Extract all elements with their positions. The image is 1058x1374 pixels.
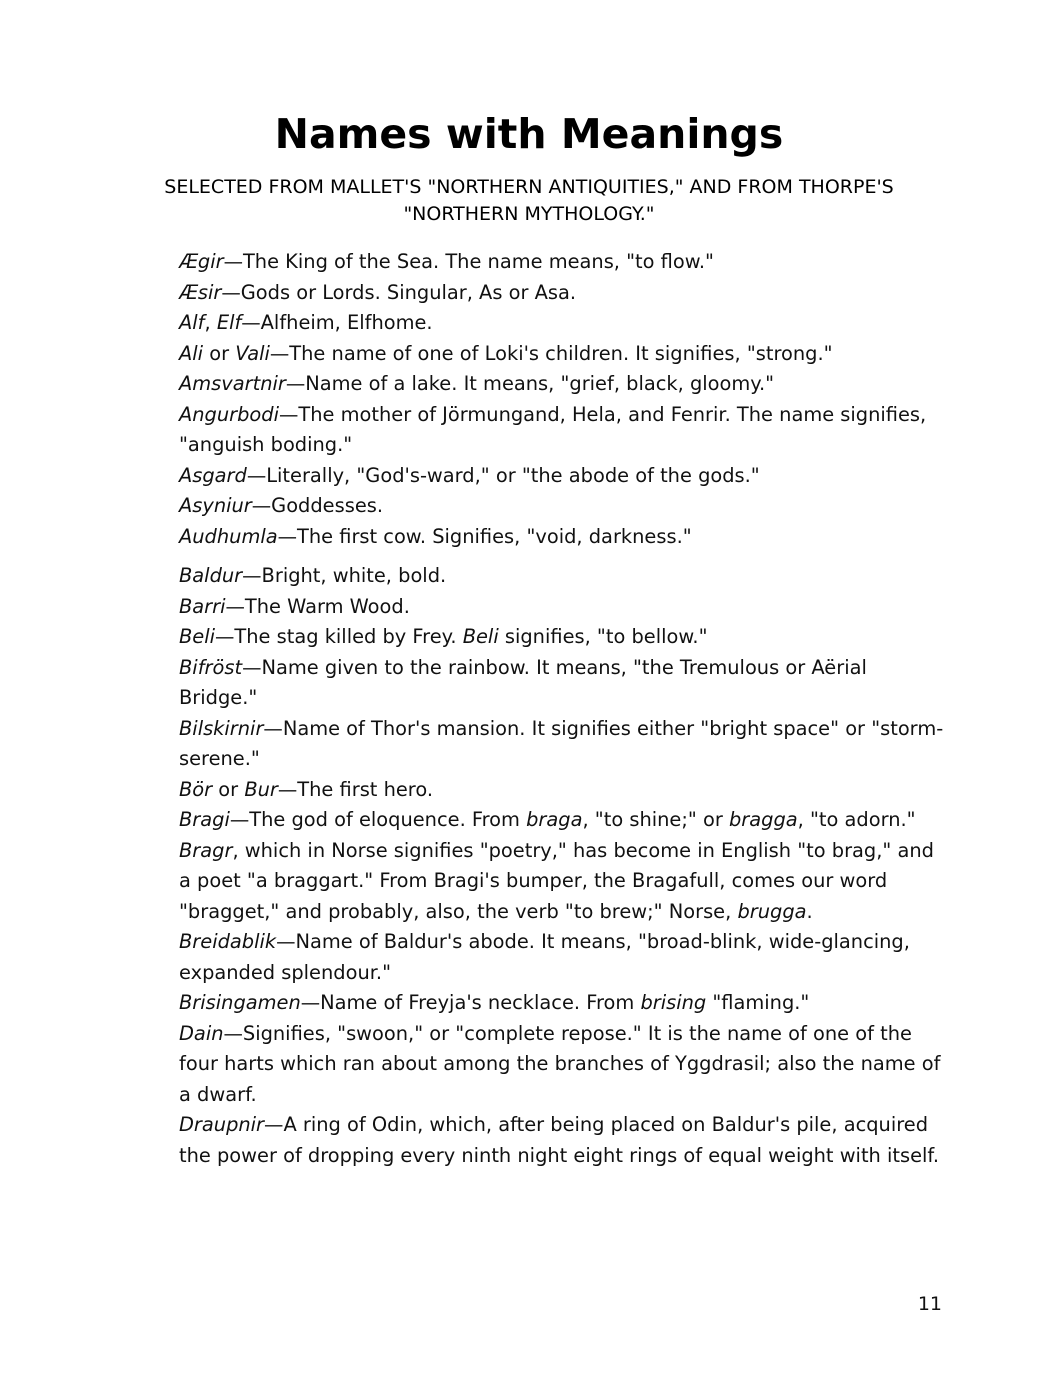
glossary-entry — [179, 805, 944, 927]
term-italic: Beli — [179, 625, 216, 648]
term-italic: Audhumla — [179, 524, 278, 548]
term-italic: Barri — [179, 594, 226, 618]
term-italic: Elf — [216, 311, 242, 334]
term-italic: brising — [640, 991, 707, 1014]
term-italic: Baldur — [179, 564, 243, 587]
definition-text: —The Warm Wood. — [225, 594, 410, 618]
term-italic: brugga — [737, 899, 807, 923]
term-italic: bragga — [728, 808, 798, 831]
glossary-entry — [179, 308, 944, 339]
glossary-entry — [179, 775, 944, 806]
definition-text: —The first hero. — [277, 777, 434, 801]
page-title: Names with Meanings — [274, 110, 784, 158]
term-italic: Ægir — [179, 250, 224, 273]
glossary-entry — [179, 247, 944, 278]
glossary-entry — [179, 927, 944, 988]
term-italic: Bilskirnir — [179, 716, 264, 740]
definition-text: —Goddesses. — [251, 494, 384, 517]
term-italic: Alf — [179, 311, 205, 334]
term-italic: Bragr — [179, 838, 233, 862]
term-italic: Brisingamen — [179, 991, 301, 1014]
glossary-entry — [179, 653, 944, 714]
page-subtitle: SELECTED FROM MALLET'S "NORTHERN ANTIQUITIES," AND FROM THORPE'S "NORTHERN MYTHOLOGY." — [164, 176, 894, 225]
term-italic: Bur — [244, 777, 278, 801]
page-number: 11 — [917, 1293, 942, 1315]
glossary-entry — [179, 400, 944, 461]
term-italic: Vali — [235, 341, 270, 365]
definition-text: —Bright, white, bold. — [242, 564, 447, 587]
term-italic: Bifröst — [179, 655, 243, 679]
definition-text: —Literally, "God's-ward," or "the abode of the gods." — [246, 463, 760, 487]
definition-text: , "to adorn." — [797, 808, 916, 831]
glossary-entry — [179, 714, 944, 775]
glossary-entry — [179, 522, 944, 553]
definition-text: , "to shine;" or — [582, 808, 729, 831]
definition-text: —Gods or Lords. Singular, As or Asa. — [221, 280, 577, 304]
definition-text: —Name of a lake. It means, "grief, black, gloomy." — [285, 372, 775, 395]
definition-text: or — [212, 777, 245, 801]
definition-text: signifies, "to bellow." — [498, 625, 708, 648]
definition-text: , — [204, 311, 217, 334]
term-italic: Ali — [179, 341, 204, 365]
term-italic: Angurbodi — [179, 402, 279, 426]
term-italic: Beli — [462, 625, 499, 648]
definition-text: —The name of one of Loki's children. It signifies, "strong." — [269, 341, 833, 365]
glossary-entry — [179, 561, 944, 592]
term-italic: Draupnir — [179, 1113, 265, 1136]
term-italic: Dain — [179, 1021, 224, 1045]
term-italic: braga — [526, 808, 583, 831]
term-italic: Asyniur — [179, 494, 252, 517]
definition-text: —Name given to the rainbow. It means, "the Tremulous or Aërial Bridge." — [179, 655, 867, 709]
definition-text: or — [203, 341, 236, 365]
term-italic: Asgard — [179, 463, 247, 487]
glossary-entry — [179, 622, 944, 653]
glossary-entry — [179, 278, 944, 309]
glossary-entry — [179, 1019, 944, 1111]
definition-text: —The god of eloquence. From — [229, 808, 527, 831]
definition-text: —The stag killed by Frey. — [215, 625, 463, 648]
glossary-entry — [179, 592, 944, 623]
glossary-entry — [179, 491, 944, 522]
definition-text: —Name of Freyja's necklace. From — [300, 991, 641, 1014]
term-italic: Breidablik — [179, 930, 277, 953]
definition-text: "flaming." — [706, 991, 810, 1014]
definition-text: —A ring of Odin, which, after being placed on Baldur's pile, acquired the power of dropping every ninth night eight rings of equal weight with itself. — [179, 1113, 939, 1167]
glossary-entry — [179, 339, 944, 370]
definition-text: —The first cow. Signifies, "void, darkness." — [277, 524, 692, 548]
definition-text: , which in Norse signifies "poetry," has become in English "to brag," and a poet "a braggart." From Bragi's bumper, the Bragafull, comes our word "bragget," and probably, also, the verb "to brew;" Norse, — [179, 838, 934, 923]
term-italic: Bör — [179, 777, 213, 801]
glossary-entry — [179, 988, 944, 1019]
glossary-entries — [179, 247, 944, 1171]
definition-text: —Name of Thor's mansion. It signifies either "bright space" or "storm-serene." — [179, 716, 944, 770]
term-italic: Amsvartnir — [179, 372, 286, 395]
glossary-entry — [179, 1110, 944, 1171]
glossary-entry — [179, 461, 944, 492]
definition-text: —The mother of Jörmungand, Hela, and Fenrir. The name signifies, "anguish boding." — [179, 402, 927, 456]
definition-text: —Name of Baldur's abode. It means, "broad-blink, wide-glancing, expanded splendour." — [179, 930, 910, 984]
definition-text: —Signifies, "swoon," or "complete repose." It is the name of one of the four harts which ran about among the branches of Yggdrasil; also the name of a dwarf. — [179, 1021, 941, 1106]
glossary-entry — [179, 369, 944, 400]
term-italic: Æsir — [179, 280, 222, 304]
definition-text: —Alfheim, Elfhome. — [241, 311, 433, 334]
definition-text: . — [806, 899, 813, 923]
term-italic: Bragi — [179, 808, 230, 831]
definition-text: —The King of the Sea. The name means, "to flow." — [223, 250, 714, 273]
